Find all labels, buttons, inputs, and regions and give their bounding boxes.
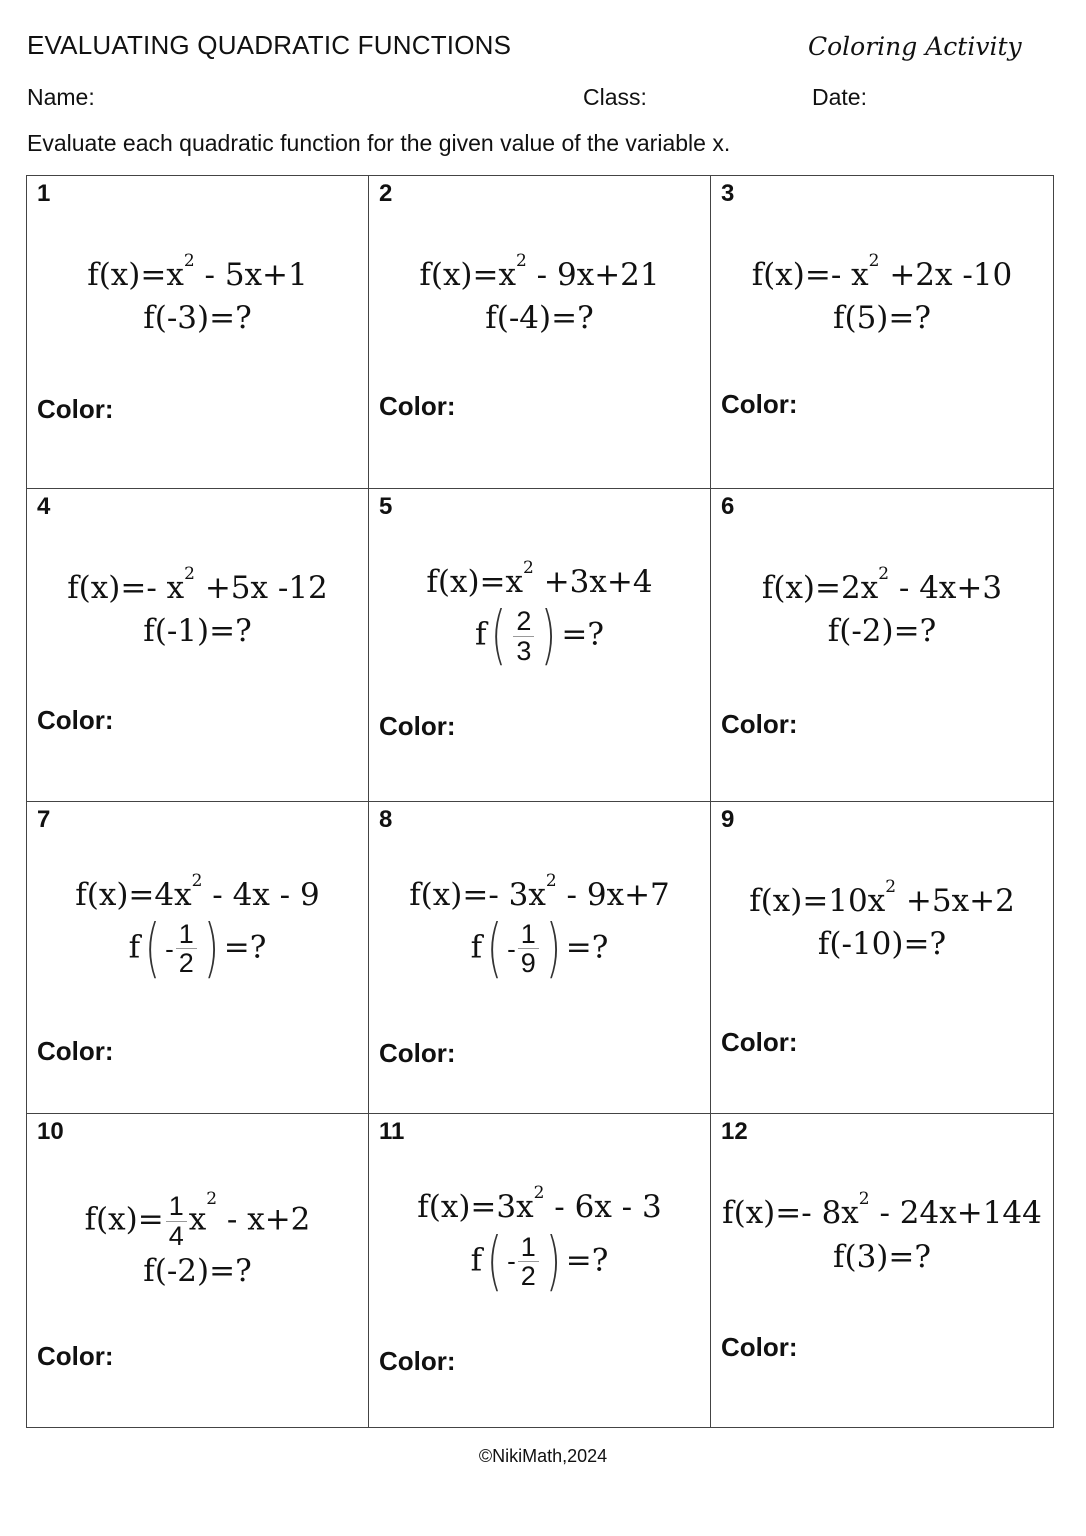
coefficient-fraction [166, 1192, 187, 1250]
function-name: f [128, 929, 141, 966]
fraction-sign: - [165, 933, 174, 964]
function-rest: - 9x+21 [526, 257, 660, 293]
fraction-sign: - [507, 933, 516, 964]
fraction-numerator: 2 [513, 607, 534, 636]
problem-number: 10 [37, 1118, 64, 1146]
function-prefix: f(x)=4x [75, 876, 192, 913]
parenthesized-fraction: ( - $\frac{1}{2}$ ) [487, 1224, 561, 1299]
function-definition [27, 563, 368, 610]
color-label: Color: [37, 1341, 114, 1372]
problem-number: 9 [721, 805, 735, 833]
function-name: f [470, 929, 483, 966]
color-label: Color: [37, 1035, 114, 1066]
evaluation-prompt: f(-4)=? [485, 300, 594, 337]
problem-number: 5 [379, 492, 393, 520]
exponent: 2 [191, 870, 203, 891]
function-prefix: f(x)= [84, 1201, 164, 1238]
color-label: Color: [721, 1332, 798, 1363]
evaluation-prompt: f(5)=? [833, 300, 931, 337]
function-rest: - 24x+144 [869, 1195, 1042, 1232]
problem-math [711, 563, 1053, 654]
problem-number: 8 [379, 805, 393, 833]
function-rest: +5x -12 [194, 569, 328, 606]
problem-math [27, 870, 368, 986]
worksheet-title: EVALUATING QUADRATIC FUNCTIONS [27, 30, 512, 60]
problem-math [711, 876, 1053, 967]
evaluation-prompt [27, 911, 368, 986]
exponent: 2 [533, 1183, 545, 1204]
function-rest: - 5x+1 [194, 257, 308, 293]
parenthesized-fraction: ( $\frac{2}{3}$ ) [491, 599, 557, 674]
problem-math [369, 251, 710, 341]
exponent: 2 [206, 1189, 218, 1210]
problem-number: 3 [721, 180, 735, 207]
function-prefix: f(x)=- x [751, 257, 869, 293]
name-label: Name: [27, 84, 95, 110]
problem-math [711, 251, 1053, 341]
function-rest: +2x -10 [879, 257, 1013, 293]
problem-number: 6 [721, 492, 735, 520]
function-definition [711, 251, 1053, 297]
color-label: Color: [721, 1026, 798, 1057]
problem-cell [711, 176, 1053, 489]
function-rest: - 6x - 3 [544, 1189, 662, 1226]
color-label: Color: [379, 710, 456, 741]
date-label: Date: [812, 84, 867, 110]
argument-fraction [176, 920, 197, 978]
problem-grid [26, 175, 1054, 1428]
worksheet-subtitle: Coloring Activity [808, 32, 1022, 61]
evaluation-prompt [369, 1224, 710, 1299]
function-definition [27, 870, 368, 917]
problem-cell [369, 176, 711, 489]
problem-number: 2 [379, 180, 393, 207]
argument-fraction [513, 607, 534, 665]
equals-question: =? [223, 929, 267, 966]
function-prefix: f(x)=- 3x [409, 876, 546, 913]
function-definition [27, 251, 368, 297]
problem-cell [369, 1114, 711, 1427]
problem-number: 1 [37, 180, 51, 207]
color-label: Color: [379, 1037, 456, 1068]
fraction-denominator: 9 [520, 948, 536, 979]
fraction-numerator: 1 [166, 1192, 187, 1221]
function-definition [369, 1183, 710, 1229]
fraction-denominator: 2 [520, 1261, 536, 1292]
function-prefix: f(x)=- x [67, 569, 185, 606]
exponent: 2 [183, 251, 195, 271]
function-definition [369, 557, 710, 604]
problem-math [711, 1189, 1053, 1279]
fraction-numerator: 1 [518, 1233, 539, 1262]
exponent: 2 [878, 563, 890, 584]
problem-math [369, 557, 710, 674]
color-label: Color: [379, 391, 456, 421]
evaluation-prompt: f(-1)=? [143, 613, 252, 650]
function-rest: +3x+4 [533, 563, 653, 600]
problem-number: 12 [721, 1118, 748, 1146]
problem-cell [27, 489, 369, 802]
evaluation-prompt: f(-2)=? [827, 613, 937, 650]
function-definition [711, 1189, 1053, 1235]
function-prefix: f(x)=3x [417, 1189, 534, 1226]
problem-number: 4 [37, 492, 51, 520]
fraction-denominator: 2 [178, 948, 194, 979]
function-prefix: f(x)=2x [761, 569, 879, 606]
function-definition [369, 251, 710, 297]
parenthesized-fraction: ( - $\frac{1}{2}$ ) [145, 911, 219, 986]
equals-question: =? [565, 1242, 609, 1279]
function-definition [27, 1189, 368, 1251]
problem-cell [711, 1114, 1053, 1427]
exponent: 2 [523, 557, 534, 578]
color-label: Color: [379, 1346, 456, 1377]
equals-question: =? [561, 616, 605, 653]
argument-fraction [518, 1233, 539, 1291]
function-prefix: f(x)=10x [749, 882, 886, 919]
function-definition [369, 870, 710, 917]
function-prefix: f(x)=x [419, 257, 516, 293]
parenthesized-fraction: ( - $\frac{1}{9}$ ) [487, 911, 561, 986]
evaluation-prompt: f(-3)=? [143, 300, 252, 337]
function-definition [711, 876, 1053, 923]
problem-cell [711, 489, 1053, 802]
problem-cell [369, 802, 711, 1115]
problem-cell [27, 176, 369, 489]
problem-number: 11 [379, 1118, 405, 1146]
evaluation-prompt [369, 911, 710, 986]
problem-math [27, 563, 368, 654]
function-variable: x [188, 1201, 207, 1238]
problem-math [369, 1183, 710, 1299]
copyright-footer: ©NikiMath,2024 [478, 1446, 608, 1466]
evaluation-prompt: f(-2)=? [143, 1252, 252, 1289]
evaluation-prompt: f(3)=? [833, 1238, 931, 1275]
problem-cell [711, 802, 1053, 1115]
function-rest: - 9x+7 [556, 876, 670, 913]
exponent: 2 [545, 870, 557, 891]
function-prefix: f(x)=x [87, 257, 184, 293]
problem-math [369, 870, 710, 986]
fraction-sign: - [507, 1246, 516, 1277]
function-rest: - 4x+3 [889, 569, 1003, 606]
problem-cell [27, 802, 369, 1115]
fraction-denominator: 4 [168, 1220, 184, 1251]
fraction-numerator: 1 [518, 920, 539, 949]
color-label: Color: [37, 394, 114, 424]
evaluation-prompt [369, 599, 710, 674]
instructions: Evaluate each quadratic function for the given value of the variable x. [27, 130, 731, 156]
exponent: 2 [184, 563, 195, 584]
exponent: 2 [885, 876, 897, 897]
problem-math [27, 1189, 368, 1293]
color-label: Color: [37, 704, 114, 735]
evaluation-prompt: f(-10)=? [817, 925, 947, 962]
function-name: f [470, 1242, 483, 1279]
exponent: 2 [858, 1189, 870, 1210]
equals-question: =? [565, 929, 609, 966]
problem-cell [369, 489, 711, 802]
color-label: Color: [721, 708, 798, 739]
argument-fraction [518, 920, 539, 978]
exponent: 2 [515, 251, 527, 271]
problem-cell [27, 1114, 369, 1427]
function-rest: - x+2 [217, 1201, 311, 1238]
function-rest: +5x+2 [896, 882, 1015, 919]
exponent: 2 [868, 251, 880, 271]
function-name: f [474, 616, 487, 653]
fraction-numerator: 1 [176, 920, 197, 949]
function-rest: - 4x - 9 [202, 876, 320, 913]
class-label: Class: [583, 84, 647, 110]
problem-math [27, 251, 368, 341]
function-prefix: f(x)=x [426, 563, 524, 600]
function-definition [711, 563, 1053, 610]
fraction-denominator: 3 [516, 635, 532, 666]
function-prefix: f(x)=- 8x [722, 1195, 859, 1232]
color-label: Color: [721, 389, 798, 419]
problem-number: 7 [37, 805, 51, 833]
